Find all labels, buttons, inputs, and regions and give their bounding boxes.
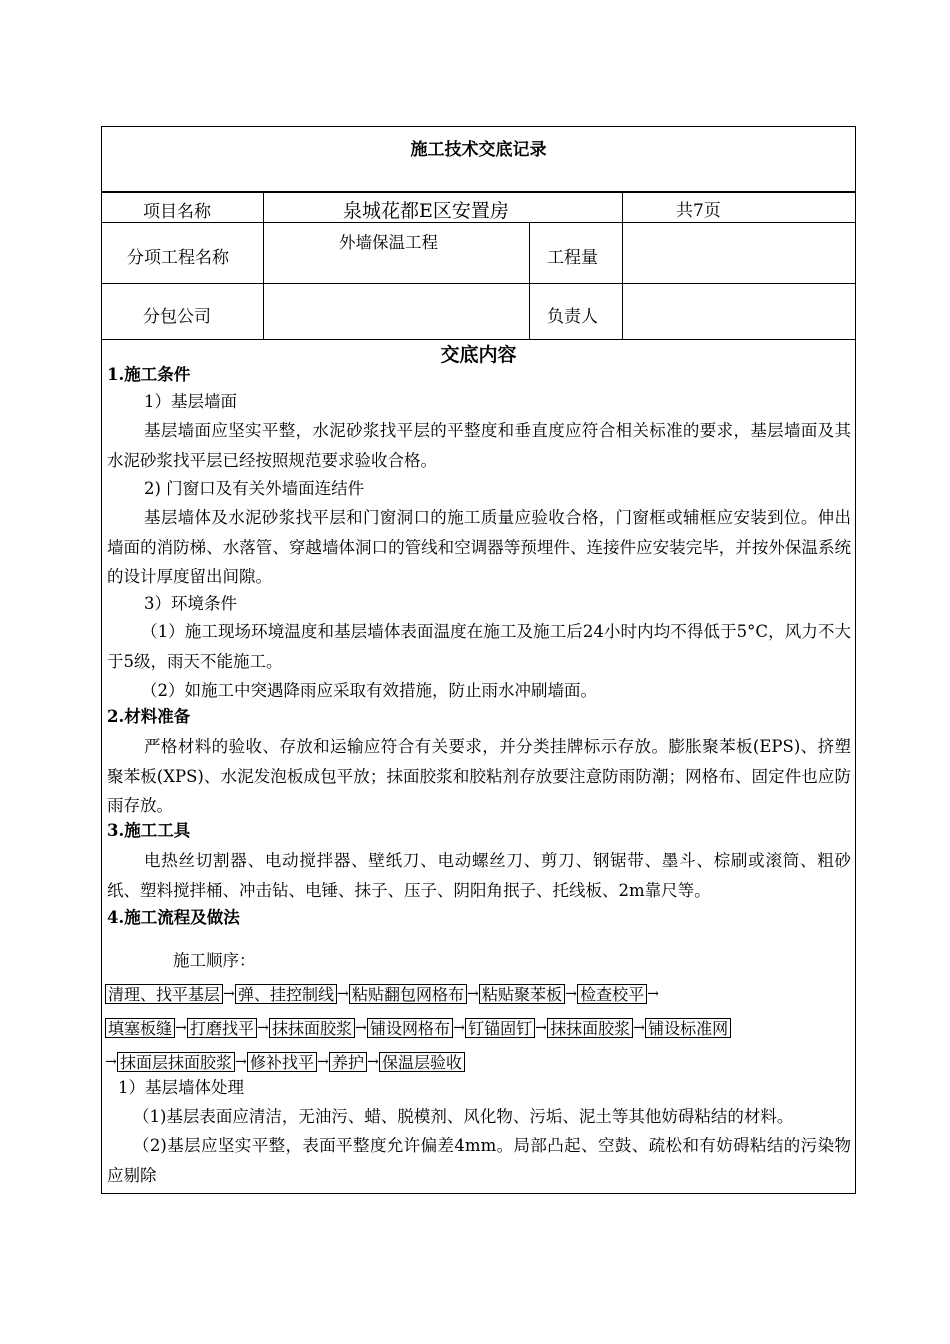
flow-step: 修补找平 (247, 1052, 317, 1072)
subcontractor-label: 分包公司 (143, 307, 211, 327)
arrow-right-icon: → (257, 1020, 269, 1036)
divider (622, 192, 623, 339)
flow-step: 铺设标准网 (645, 1018, 731, 1038)
paragraph: （2）如施工中突遇降雨应采取有效措施，防止雨水冲刷墙面。 (141, 681, 597, 700)
paragraph: 3）环境条件 (144, 594, 237, 613)
paragraph: （2)基层应坚实平整，表面平整度允许偏差4mm。局部凸起、空鼓、疏松和有妨碍粘结的污染物应剔除 (107, 1136, 851, 1185)
subproject-label: 分项工程名称 (127, 248, 229, 268)
flow-step: 填塞板缝 (105, 1018, 175, 1038)
section-heading: 1.施工条件 (107, 365, 191, 384)
quantity-label: 工程量 (547, 248, 598, 268)
section-heading: 4.施工流程及做法 (107, 908, 240, 927)
flow-step: 抹抹面胶浆 (547, 1018, 633, 1038)
arrow-right-icon: → (175, 1020, 187, 1036)
paragraph: 1）基层墙面 (144, 392, 237, 411)
page-title: 施工技术交底记录 (410, 140, 547, 160)
divider (101, 191, 856, 193)
arrow-right-icon: → (235, 1054, 247, 1070)
flow-step: 抹抹面胶浆 (269, 1018, 355, 1038)
flow-step: 打磨找平 (187, 1018, 257, 1038)
arrow-right-icon: → (317, 1054, 329, 1070)
flow-step: 铺设网格布 (367, 1018, 453, 1038)
flow-step: 弹、挂控制线 (235, 984, 337, 1004)
divider (263, 192, 264, 339)
page-count: 共7页 (676, 201, 721, 221)
arrow-right-icon: → (337, 986, 349, 1002)
arrow-right-icon: → (355, 1020, 367, 1036)
flow-step: 清理、找平基层 (105, 984, 223, 1004)
arrow-right-icon: → (647, 986, 659, 1002)
paragraph: 1）基层墙体处理 (118, 1078, 244, 1097)
flow-row (105, 1016, 731, 1040)
flow-step: 检查校平 (577, 984, 647, 1004)
arrow-right-icon: → (535, 1020, 547, 1036)
arrow-right-icon: → (105, 1054, 117, 1070)
paragraph: 严格材料的验收、存放和运输应符合有关要求，并分类挂牌标示存放。膨胀聚苯板(EPS)、挤塑聚苯板(XPS)、水泥发泡板成包平放；抹面胶浆和胶粘剂存放要注意防雨防潮；网格布、固定件也应防雨存放。 (107, 737, 851, 815)
flow-step: 钉锚固钉 (465, 1018, 535, 1038)
subproject-value: 外墙保温工程 (339, 233, 438, 252)
responsible-label: 负责人 (547, 307, 598, 327)
arrow-right-icon: → (565, 986, 577, 1002)
section-heading: 3.施工工具 (107, 821, 191, 840)
paragraph: （1）施工现场环境温度和基层墙体表面温度在施工及施工后24小时内均不得低于5°C，风力不大于5级，雨天不能施工。 (107, 622, 851, 671)
paragraph: 施工顺序： (173, 951, 256, 970)
arrow-right-icon: → (633, 1020, 645, 1036)
flow-step: 养护 (329, 1052, 367, 1072)
flow-row (105, 1050, 465, 1074)
flow-row (105, 982, 659, 1006)
paragraph: 基层墙面应坚实平整，水泥砂浆找平层的平整度和垂直度应符合相关标准的要求，基层墙面及其水泥砂浆找平层已经按照规范要求验收合格。 (107, 421, 851, 470)
section-heading: 2.材料准备 (107, 707, 191, 726)
arrow-right-icon: → (467, 986, 479, 1002)
divider (101, 283, 856, 284)
arrow-right-icon: → (367, 1054, 379, 1070)
flow-step: 保温层验收 (379, 1052, 465, 1072)
arrow-right-icon: → (223, 986, 235, 1002)
paragraph: 2) 门窗口及有关外墙面连结件 (144, 479, 365, 498)
paragraph: （1)基层表面应清洁，无油污、蜡、脱模剂、风化物、污垢、泥土等其他妨碍粘结的材料。 (133, 1107, 794, 1126)
flow-step: 粘贴聚苯板 (479, 984, 565, 1004)
content-title: 交底内容 (440, 344, 517, 366)
arrow-right-icon: → (453, 1020, 465, 1036)
divider (529, 222, 530, 339)
project-value: 泉城花都E区安置房 (343, 200, 509, 222)
paragraph: 基层墙体及水泥砂浆找平层和门窗洞口的施工质量应验收合格，门窗框或辅框应安装到位。伸出墙面的消防梯、水落管、穿越墙体洞口的管线和空调器等预埋件、连接件应安装完毕，并按外保温系统的设计厚度留出间隙。 (107, 508, 851, 586)
flow-step: 抹面层抹面胶浆 (117, 1052, 235, 1072)
project-label: 项目名称 (143, 202, 211, 222)
flow-step: 粘贴翻包网格布 (349, 984, 467, 1004)
paragraph: 电热丝切割器、电动搅拌器、壁纸刀、电动螺丝刀、剪刀、钢锯带、墨斗、棕刷或滚筒、粗砂纸、塑料搅拌桶、冲击钻、电锤、抹子、压子、阴阳角抿子、托线板、2m靠尺等。 (107, 851, 851, 900)
divider (101, 222, 856, 223)
